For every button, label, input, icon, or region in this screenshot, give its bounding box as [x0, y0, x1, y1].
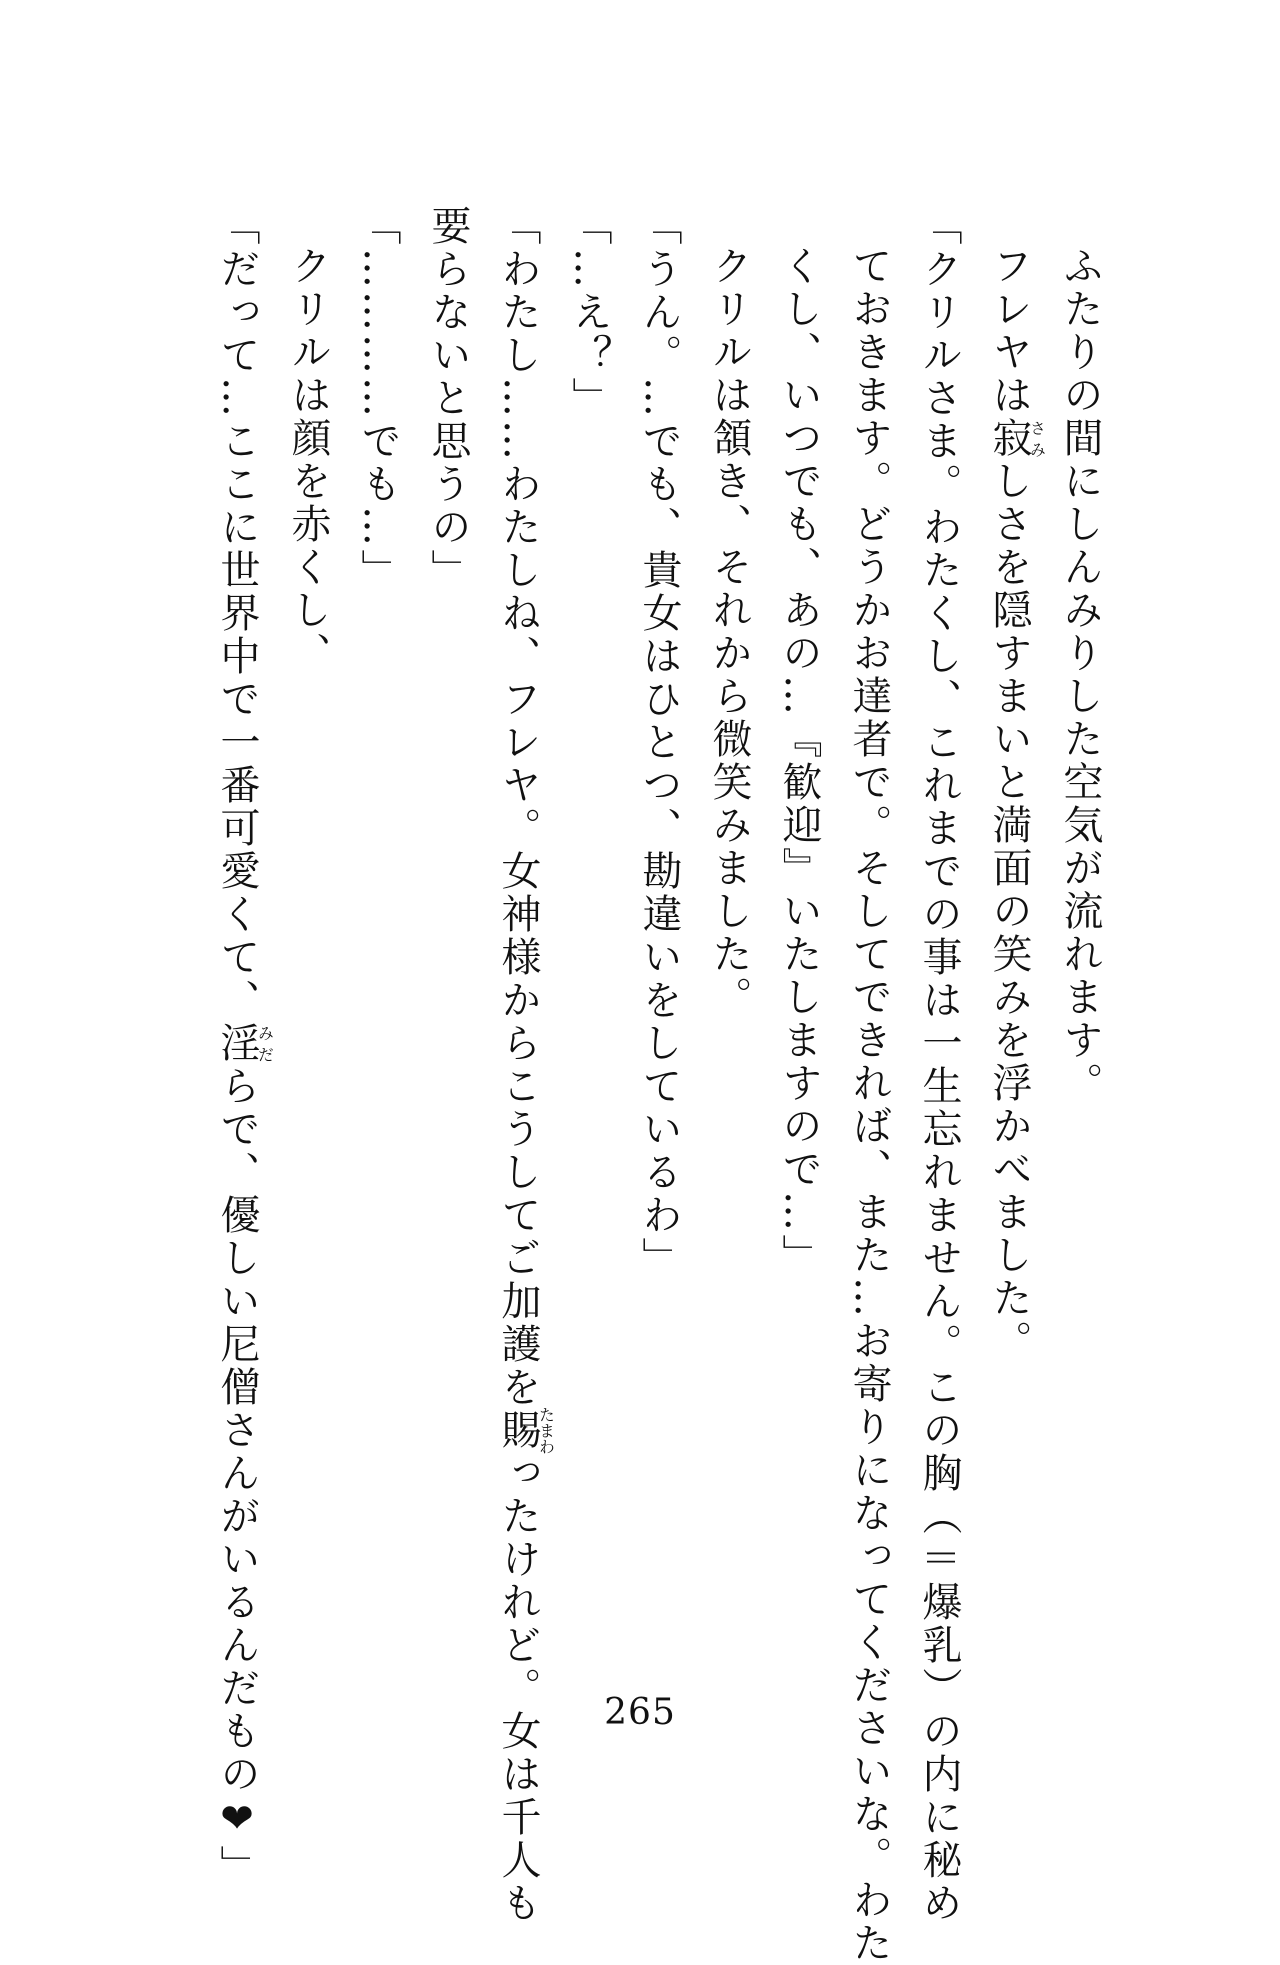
- text-line-3: 「クリルさま。わたくし、これまでの事は一生忘れません。この胸（＝爆乳）の内に秘め: [916, 205, 962, 1925]
- ruby-word-tamawa: [495, 1406, 556, 1455]
- ruby-word-mida: [214, 1022, 275, 1065]
- ruby-base-mida: 淫: [214, 1022, 260, 1065]
- text-line-6: クリルは頷き、それから微笑みました。: [706, 245, 752, 1019]
- ruby-reading-tamawa: たまわ: [536, 1406, 556, 1455]
- ruby-reading-mida: みだ: [255, 1022, 275, 1065]
- text-line-2: [974, 205, 1045, 1635]
- line-13-suffix: らで、優しい尼僧さんがいるんだもの: [214, 1065, 260, 1796]
- text-line-7: 「うん。…でも、貴女はひとつ、勘違いをしているわ」: [636, 205, 682, 1280]
- line-2-suffix: しさを隠すまいと満面の笑みを浮かべました。: [986, 460, 1032, 1363]
- text-line-11: 「…………でも…」: [355, 205, 401, 592]
- ruby-base-tamawa: 賜: [495, 1406, 541, 1455]
- line-9-suffix: ったけれど。女は千人も: [495, 1452, 541, 1925]
- text-line-1: ふたりの間にしんみりした空気が流れます。: [1057, 245, 1103, 1105]
- line-13-close-quote: 」: [214, 1845, 260, 1888]
- heart-icon: ❤: [214, 1796, 260, 1845]
- text-line-8: 「…え？」: [566, 205, 612, 420]
- ruby-reading-sami: さみ: [1027, 417, 1047, 460]
- ruby-word-sami: [986, 417, 1047, 460]
- text-line-12: クリルは顔を赤くし、: [285, 245, 331, 675]
- line-2-prefix: フレヤは: [986, 245, 1032, 417]
- text-line-4: ておきます。どうかお達者で。そしてできれば、また…お寄りになってくださいな。わた: [846, 245, 892, 1965]
- page-number: 265: [604, 1692, 676, 1733]
- ruby-base-sami: 寂: [986, 417, 1032, 460]
- text-line-9: [483, 205, 556, 1925]
- text-line-5: くし、いつでも、あの…『歓迎』いたしますので…」: [776, 245, 822, 1277]
- text-line-10: 要らないと思うの」: [425, 205, 471, 592]
- line-9-prefix: 「わたし……わたしね、フレヤ。女神様からこうしてご加護を: [495, 205, 541, 1409]
- line-13-prefix: 「だって…ここに世界中で一番可愛くて、: [214, 205, 260, 1022]
- text-line-13: [202, 205, 275, 1888]
